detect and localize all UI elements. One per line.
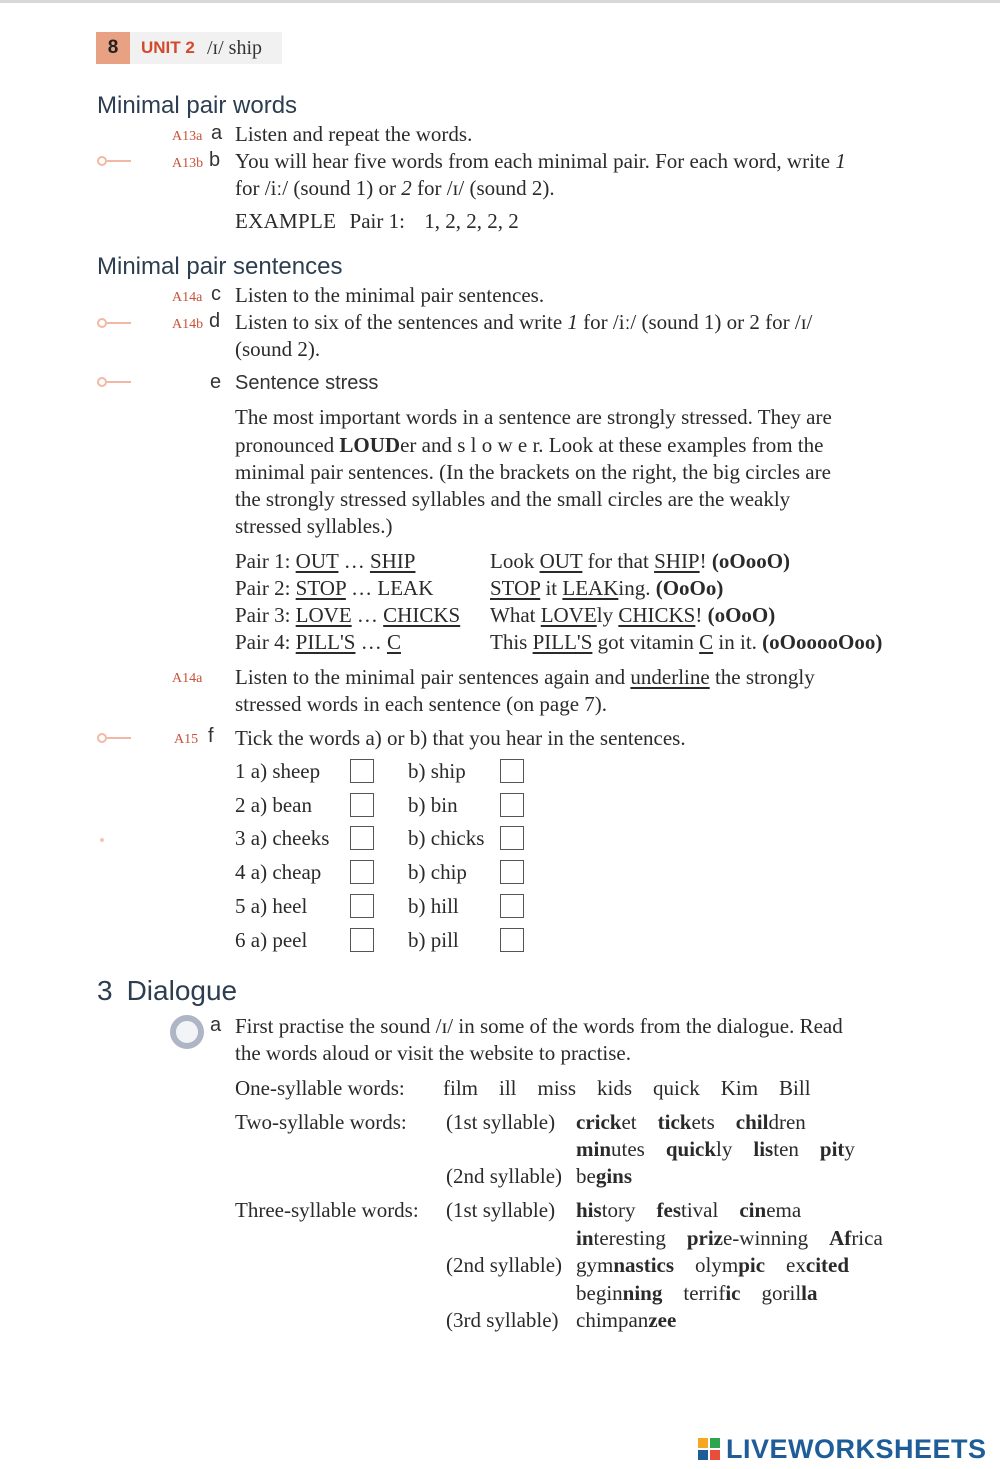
pair-sentence: Look OUT for that SHIP! (oOooO)	[490, 549, 791, 573]
word-group: history festival cinema	[576, 1198, 802, 1222]
instruction-b-line2: for /iː/ (sound 1) or 2 for /ɪ/ (sound 2).	[235, 176, 555, 200]
option-a-label: 6 a) peel	[235, 928, 308, 952]
stress-paragraph-line3: minimal pair sentences. (In the brackets on the right, the big circles are	[235, 460, 831, 484]
word-group: beginning terrific gorilla	[576, 1281, 818, 1305]
tick-box-a[interactable]	[350, 894, 374, 918]
item-letter: a	[211, 122, 223, 144]
tick-box-b[interactable]	[500, 928, 524, 952]
unit-label: UNIT 2	[141, 38, 195, 57]
audio-code: A14a	[172, 290, 203, 305]
word-group: cricket tickets children	[576, 1110, 806, 1134]
logo-text: LIVEWORKSHEETS	[726, 1434, 987, 1464]
underline-instruction-line1: Listen to the minimal pair sentences again and underline the strongly	[235, 665, 815, 689]
heading-minimal-pair-words: Minimal pair words	[97, 92, 298, 119]
item-letter: e	[210, 371, 222, 393]
word-group: interesting prize-winning Africa	[576, 1226, 883, 1250]
heading-dialogue: 3 Dialogue	[97, 975, 238, 1006]
stress-paragraph-line4: the strongly stressed syllables and the small circles are the weakly	[235, 487, 791, 511]
heading-minimal-pair-sentences: Minimal pair sentences	[97, 253, 343, 280]
page-number: 8	[96, 32, 130, 64]
pair-words: Pair 4: PILL'S … C	[235, 630, 401, 654]
unit-sound: /ɪ/ ship	[207, 37, 263, 59]
syllable-position-label: (2nd syllable)	[446, 1253, 563, 1277]
option-a-label: 5 a) heel	[235, 894, 308, 918]
three-syllable-label: Three-syllable words:	[235, 1198, 419, 1222]
instruction-d-line1: Listen to six of the sentences and write 1 for /iː/ (sound 1) or 2 for /ɪ/	[235, 310, 813, 334]
option-a-label: 4 a) cheap	[235, 860, 322, 884]
one-syllable-words: film ill miss kids quick Kim Bill	[443, 1076, 811, 1100]
option-b-label: b) hill	[408, 894, 459, 918]
word-group: minutes quickly listen pity	[576, 1137, 855, 1161]
option-a-label: 1 a) sheep	[235, 759, 321, 783]
option-b-label: b) chip	[408, 860, 467, 884]
tick-box-b[interactable]	[500, 860, 524, 884]
item-letter: f	[208, 725, 214, 747]
stress-paragraph-line1: The most important words in a sentence are strongly stressed. They are	[235, 405, 832, 429]
syllable-position-label: (2nd syllable)	[446, 1164, 563, 1188]
answer-key-icon	[97, 733, 133, 743]
item-letter: b	[209, 149, 221, 171]
pair-sentence: What LOVEly CHICKS! (oOoO)	[490, 603, 776, 627]
instruction-a: Listen and repeat the words.	[235, 122, 473, 146]
word-group: chimpanzee	[576, 1308, 677, 1332]
stress-paragraph-line2: pronounced LOUDer and s l o w e r. Look at these examples from the	[235, 433, 824, 457]
audio-code: A15	[174, 732, 199, 747]
instruction-d-line2: (sound 2).	[235, 337, 321, 361]
pair-sentence: This PILL'S got vitamin C in it. (oOooooOoo)	[490, 630, 883, 654]
cd-rom-icon	[170, 1015, 204, 1049]
option-a-label: 2 a) bean	[235, 793, 312, 817]
item-letter: a	[210, 1014, 222, 1036]
tick-box-b[interactable]	[500, 759, 524, 783]
audio-code: A14a	[172, 671, 203, 686]
tick-box-a[interactable]	[350, 826, 374, 850]
tick-box-b[interactable]	[500, 894, 524, 918]
pair-sentence: STOP it LEAKing. (OoOo)	[490, 576, 724, 600]
stress-paragraph-line5: stressed syllables.)	[235, 514, 393, 538]
tick-box-a[interactable]	[350, 860, 374, 884]
option-b-label: b) chicks	[408, 826, 485, 850]
one-syllable-label: One-syllable words:	[235, 1076, 405, 1100]
syllable-position-label: (3rd syllable)	[446, 1308, 559, 1332]
underline-instruction-line2: stressed words in each sentence (on page 7).	[235, 692, 608, 716]
word-group: begins	[576, 1164, 633, 1188]
answer-key-icon	[97, 377, 133, 387]
audio-code: A14b	[172, 317, 204, 332]
top-edge	[0, 0, 1000, 3]
option-b-label: b) pill	[408, 928, 459, 952]
syllable-position-label: (1st syllable)	[446, 1110, 556, 1134]
option-b-label: b) ship	[408, 759, 466, 783]
item-letter: d	[209, 310, 221, 332]
example-line: EXAMPLE Pair 1: 1, 2, 2, 2, 2	[235, 209, 519, 233]
pair-words: Pair 1: OUT … SHIP	[235, 549, 416, 573]
answer-key-icon	[97, 156, 133, 166]
audio-code: A13a	[172, 129, 203, 144]
margin-dot	[100, 838, 104, 842]
answer-key-icon	[97, 318, 133, 328]
option-b-label: b) bin	[408, 793, 458, 817]
instruction-c: Listen to the minimal pair sentences.	[235, 283, 545, 307]
tick-box-a[interactable]	[350, 759, 374, 783]
pair-words: Pair 2: STOP … LEAK	[235, 576, 434, 600]
item-letter: c	[211, 283, 221, 305]
dialogue-instruction-line1: First practise the sound /ɪ/ in some of the words from the dialogue. Read	[235, 1014, 843, 1038]
tick-box-b[interactable]	[500, 793, 524, 817]
dialogue-instruction-line2: the words aloud or visit the website to practise.	[235, 1041, 631, 1065]
page-header	[96, 32, 282, 64]
audio-code: A13b	[172, 156, 204, 171]
instruction-f: Tick the words a) or b) that you hear in the sentences.	[235, 726, 686, 750]
pair-words: Pair 3: LOVE … CHICKS	[235, 603, 461, 627]
word-group: gymnastics olympic excited	[576, 1253, 850, 1277]
sentence-stress-title: Sentence stress	[235, 372, 379, 394]
tick-box-b[interactable]	[500, 826, 524, 850]
tick-box-a[interactable]	[350, 928, 374, 952]
instruction-b-line1: You will hear five words from each minimal pair. For each word, write 1	[235, 149, 846, 173]
tick-box-a[interactable]	[350, 793, 374, 817]
logo-icon	[698, 1438, 722, 1462]
option-a-label: 3 a) cheeks	[235, 826, 330, 850]
two-syllable-label: Two-syllable words:	[235, 1110, 407, 1134]
syllable-position-label: (1st syllable)	[446, 1198, 556, 1222]
